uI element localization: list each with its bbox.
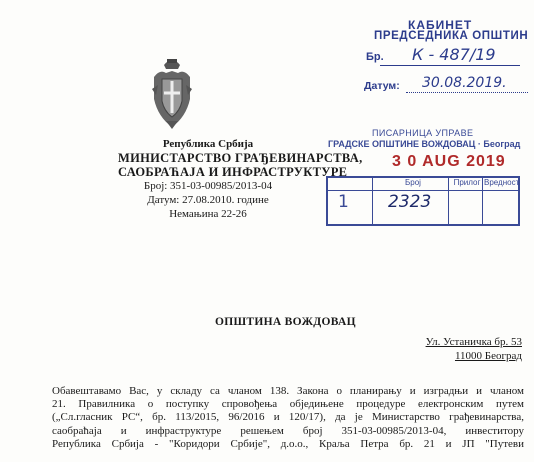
registry-col-broj: Број [405, 178, 421, 187]
registry-stamp-subtitle: ГРАДСКЕ ОПШТИНЕ ВОЖДОВАЦ · Београд [328, 139, 521, 149]
ministry-address: Немањина 22-26 [169, 208, 247, 220]
coat-of-arms-icon [150, 55, 194, 131]
recipient-title: ОПШТИНА ВОЖДОВАЦ [215, 316, 356, 328]
cabinet-date-label: Датум: [364, 80, 400, 92]
cabinet-stamp-title: КАБИНЕТ [408, 18, 473, 32]
registry-stamp-title: ПИСАРНИЦА УПРАВЕ [372, 128, 474, 138]
registry-table [326, 176, 520, 226]
body-line: („Сл.гласник РС“, бр. 113/2015, 96/2016 и 120/17), да је Министарство грађевинарства, [52, 411, 524, 424]
cabinet-number-label: Бр. [366, 51, 384, 63]
recipient-street: Ул. Устаничка бр. 53 [425, 336, 522, 348]
recipient-city: 11000 Београд [454, 350, 522, 362]
table-divider [448, 178, 449, 224]
registry-col-vrednost: Вредност [484, 178, 520, 187]
registry-table-header [328, 178, 518, 191]
cabinet-stamp [360, 18, 532, 96]
registry-stamp [322, 128, 522, 228]
ministry-header [118, 137, 363, 221]
body-paragraph [52, 385, 524, 451]
body-line: саобраћаја и инфраструктуре решењем број 351-03-00985/2013-04, инвеститору [52, 424, 524, 437]
document-number: Број: 351-03-00985/2013-04 [143, 180, 273, 192]
document-date: Датум: 27.08.2010. године [147, 194, 269, 206]
cabinet-stamp-subtitle: ПРЕДСЕДНИКА ОПШТИН [374, 30, 529, 42]
ministry-name-line2: САОБРАЋАЈА И ИНФРАСТРУКТУРЕ [118, 165, 348, 179]
stamp-underline [406, 92, 528, 93]
cabinet-date-value: 30.08.2019. [422, 75, 507, 91]
body-line: Обавештавамо Вас, у складу са чланом 138. Закона о планирању и изградњи и чланом [52, 385, 524, 397]
stamp-underline [380, 65, 520, 66]
table-divider [482, 178, 483, 224]
registry-col-prilog: Прилог [453, 178, 481, 187]
cabinet-number-value: К - 487/19 [412, 45, 496, 64]
registry-received-date: 3 0 AUG 2019 [392, 153, 506, 170]
body-line: Република Србија - "Коридори Србије", д.о.о., Краља Петра бр. 21 и ЈП "Путеви [52, 437, 524, 450]
republic-name: Република Србија [162, 138, 254, 150]
body-line: 21. Правилника о поступку спровођења обједињене процедуре електронским путем [52, 398, 524, 411]
registry-cell-1: 1 [338, 192, 349, 212]
registry-cell-2: 2323 [388, 192, 432, 212]
table-divider [372, 178, 373, 224]
ministry-name-line1: МИНИСТАРСТВО ГРАЂЕВИНАРСТВА, [118, 151, 363, 165]
